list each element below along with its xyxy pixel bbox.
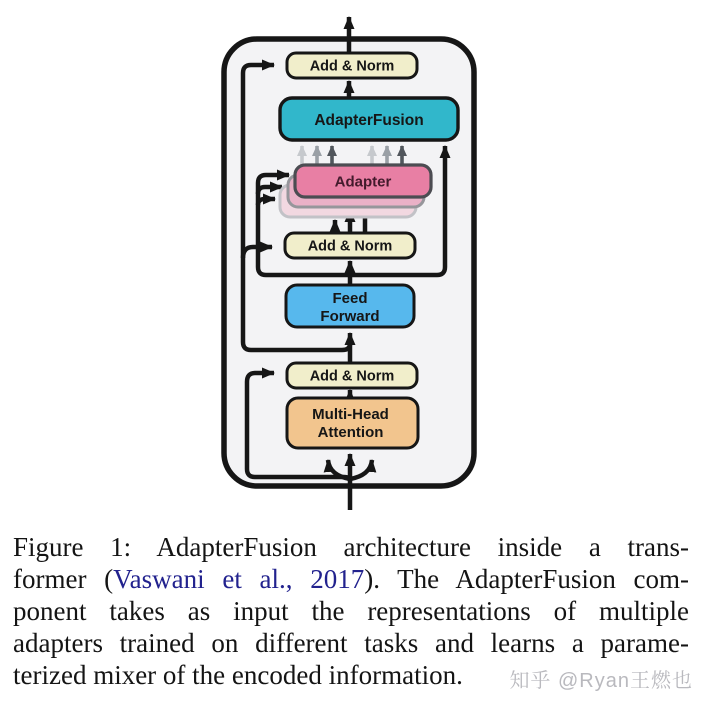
multi-head-attention-label-line2: Attention [317, 424, 384, 441]
feed-forward-label-line1: Feed [332, 290, 368, 307]
mid-add-norm-label: Add & Norm [307, 238, 393, 255]
zhihu-watermark: 知乎 @Ryan王燃也 [509, 670, 693, 692]
top-add-norm-label: Add & Norm [309, 58, 395, 75]
caption-line-2 [13, 563, 689, 595]
feed-forward-label-line2: Forward [320, 308, 380, 325]
caption-line-5: terized mixer of the encoded information. [13, 660, 463, 690]
adapter-fusion-label: AdapterFusion [314, 112, 424, 129]
lower-add-norm-label: Add & Norm [309, 368, 395, 385]
caption-line-2-pre: former ( [13, 564, 114, 594]
citation-link-vaswani-2017[interactable]: Vaswani et al., 2017 [113, 564, 365, 594]
caption-line-3: ponent takes as input the representations of multiple [13, 596, 689, 626]
caption-line-2-post: ). The AdapterFusion com- [364, 564, 690, 594]
caption-line-4: adapters trained on different tasks and learns a parame- [13, 628, 689, 658]
adapter-label: Adapter [334, 173, 392, 191]
caption-line-1: Figure 1: AdapterFusion architecture inside a trans- [13, 532, 689, 562]
multi-head-attention-label-line1: Multi-Head [312, 406, 389, 423]
